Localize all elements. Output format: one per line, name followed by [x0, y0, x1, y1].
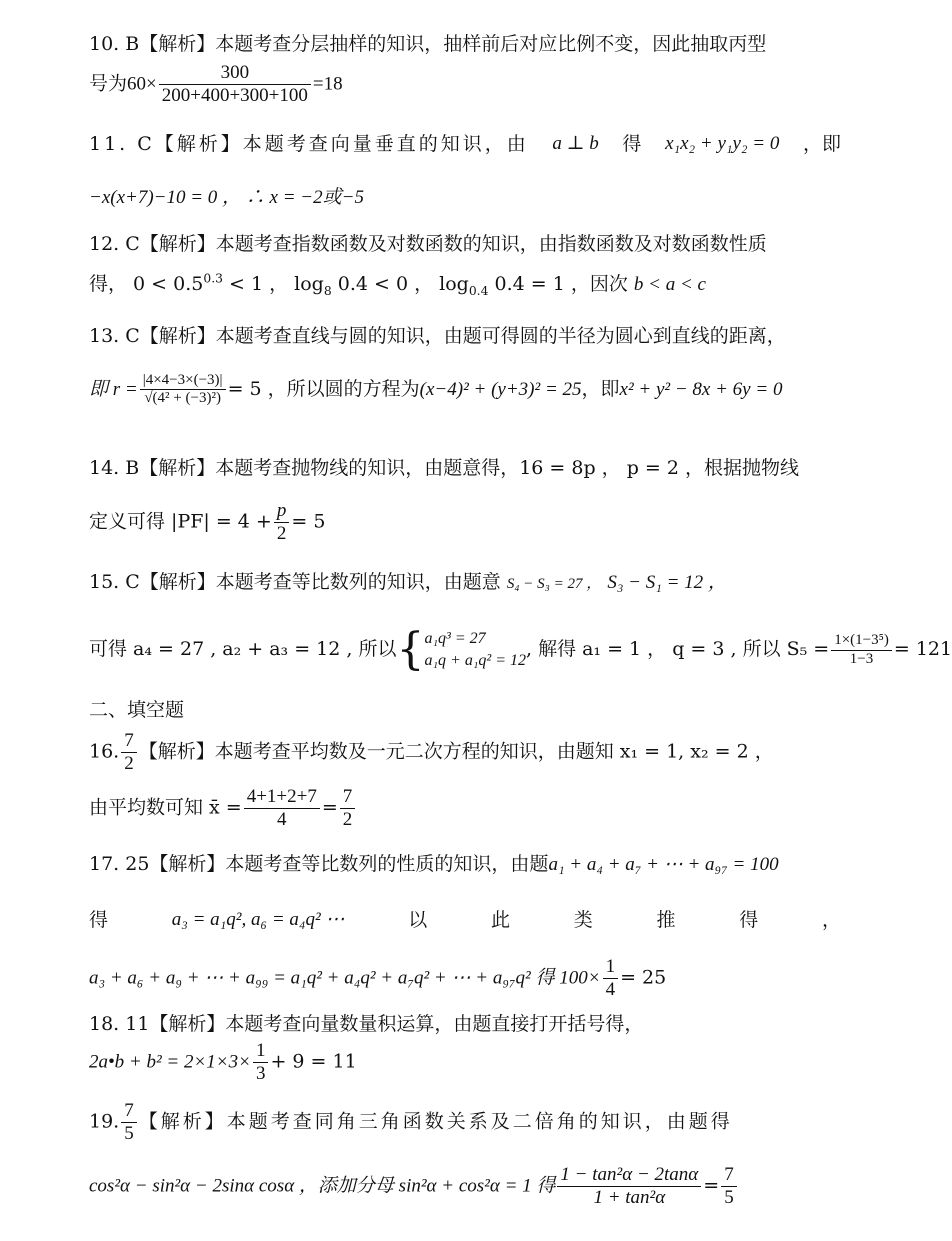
q17-line1: 17. 25【解析】本题考查等比数列的性质的知识，由题a₁ + a₄ + a₇ + ⋯ + a₉₇ = 100 [89, 853, 779, 875]
q12-line1: 12. C【解析】本题考查指数函数及对数函数的知识，由指数函数及对数函数性质 [89, 233, 767, 255]
q17-line3: a₃ + a₆ + a₉ + ⋯ + a₉₉ = a₁q² + a₄q² + a₇q² + ⋯ + a₉₇q² 得 100× $\frac{1}{4}$ = 25 [89, 956, 667, 1000]
q13-line1: 13. C【解析】本题考查直线与圆的知识，由题可得圆的半径为圆心到直线的距离， [89, 325, 786, 347]
q10-line1: 10. B【解析】本题考查分层抽样的知识，抽样前后对应比例不变，因此抽取丙型 [89, 33, 767, 55]
q17-fraction: $\frac{1}{4}$ [603, 956, 619, 1001]
q16-line1: 16. $\frac{7}{2}$ 【解析】本题考查平均数及一元二次方程的知识，由题知 x₁ = 1, x₂ = 2 ， [89, 730, 774, 774]
q10-fraction: $\frac{300}{200+400+300+100}$ [159, 62, 311, 107]
q15-fraction: $\frac{\text{1×(1−3⁵)}}{1-3}$ [831, 632, 892, 668]
q19-line1: 19. $\frac{7}{5}$ 【解析】本题考查同角三角函数关系及二倍角的知识，由题得 [89, 1100, 733, 1144]
q12-line2: 得， $0 < 0.5^{0.3} < 1$ ， $\log_8 0.4 < 0$ ， $\log_{0.4} 0.4 = 1$ ，因次 b < a < c [89, 271, 706, 298]
q15-line1: 15. C【解析】本题考查等比数列的知识，由题意 S₄ − S₃ = 27 ， S₃ − S₁ = 12 ， [89, 571, 727, 593]
q15-system: a₁q³ = 27 a₁q + a₁q² = 12 [424, 630, 526, 669]
q13-fraction: $\frac{|4\times 4-3\times(-3)|}{\text{√(4² + (−3)²)}}$ [140, 372, 226, 408]
section-title: 二、填空题 [89, 699, 185, 721]
q18-fraction: $\frac{1}{3}$ [253, 1040, 269, 1085]
q19-answer-fraction: $\frac{7}{5}$ [121, 1100, 137, 1145]
q11-line2: −x(x+7)−10 = 0 ， ∴ x = −2或−5 [89, 187, 364, 208]
q16-answer-fraction: $\frac{7}{2}$ [121, 730, 137, 775]
q17-line2: 得 a₃ = a₁q², a₆ = a₄q² ⋯ 以 此 类 推 得 ， [89, 909, 841, 931]
q14-line2: 定义可得 |PF| = 4 + $\frac{p}{2}$ = 5 [89, 500, 326, 544]
q16-line2: 由平均数可知 x̄ = $\frac{4+1+2+7}{4}$ = $\frac{7}{2}$ [89, 786, 357, 831]
q16-mean-fraction: $\frac{4+1+2+7}{4}$ [244, 786, 320, 831]
q19-line2: cos²α − sin²α − 2sinα cosα ，添加分母 sin²α + cos²α = 1 得 $\frac{\text{1 − tan²α − 2tanα}}{\text{1 + tan²α}}$ = $\frac{7}{5}$ [89, 1164, 739, 1209]
q10-line2: 号为60× $\frac{300}{200+400+300+100}$ =18 [89, 62, 343, 106]
q14-line1: 14. B【解析】本题考查抛物线的知识，由题意得，16 = 8p ， p = 2 ，根据抛物线 [89, 457, 800, 479]
q18-line1: 18. 11【解析】本题考查向量数量积运算，由题直接打开括号得， [89, 1013, 644, 1035]
q15-line2: 可得 a₄ = 27 , a₂ + a₃ = 12 , 所以{ a₁q³ = 27 a₁q + a₁q² = 12 , 解得 a₁ = 1 ， q = 3 , 所以 S₅ = $\frac{\text{1×(1−3⁵)}}{1-3}$ = 121 [89, 624, 952, 675]
q11-line1: 11. C【解析】本题考查向量垂直的知识，由 a ⊥ b 得 x₁x₂ + y₁y₂ = 0 ，即 [89, 133, 841, 155]
q18-line2: 2a•b + b² = 2×1×3× $\frac{1}{3}$ + 9 = 11 [89, 1040, 357, 1084]
q19-tan-fraction: $\frac{\text{1 − tan²α − 2tanα}}{\text{1 + tan²α}}$ [557, 1164, 701, 1209]
q14-fraction: $\frac{p}{2}$ [274, 500, 290, 545]
q13-line2: 即 r = $\frac{|4\times 4-3\times(-3)|}{\text{√(4² + (−3)²)}}$ = 5 ，所以圆的方程为(x−4)² + (y+3)² = 25，即x² + y² − 8x + 6y = 0 [89, 372, 783, 407]
